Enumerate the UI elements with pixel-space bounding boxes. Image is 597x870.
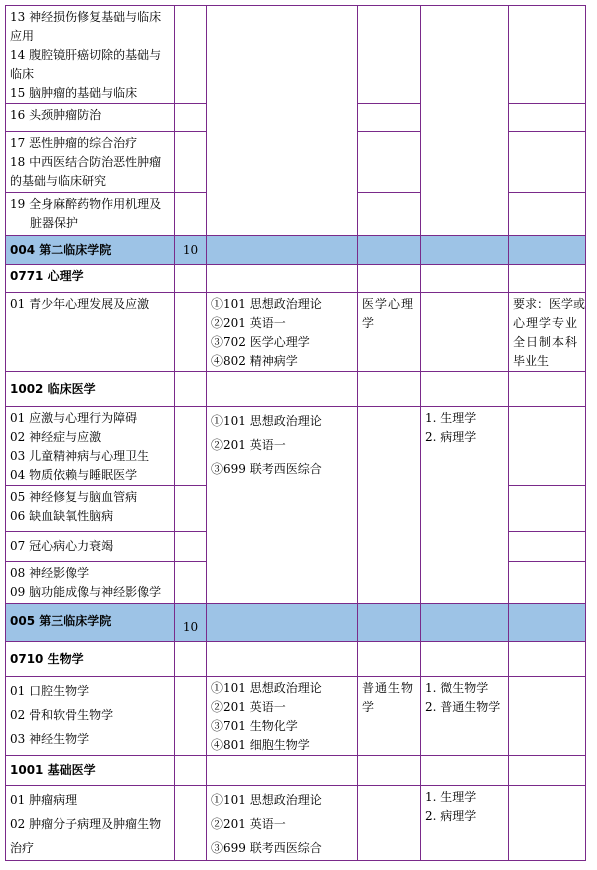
exam-cell [206, 785, 358, 861]
exam-subject: ②201 英语一 [211, 700, 286, 714]
direction-text: 01 肿瘤病理 [10, 793, 78, 807]
college-count: 10 [182, 620, 199, 634]
addl-subject: 1. 微生物学 [425, 681, 489, 695]
exam-subject: ①101 思想政治理论 [211, 297, 322, 311]
retest-cell [357, 192, 421, 236]
enroll-cell [174, 406, 207, 486]
directions-cell [5, 103, 175, 132]
directions-cell [5, 406, 175, 486]
addl-cell [420, 676, 509, 756]
directions-cell [5, 561, 175, 604]
direction-text: 02 骨和软骨生物学 [10, 708, 114, 722]
direction-text: 03 儿童精神病与心理卫生 [10, 449, 150, 463]
college-count-cell [174, 235, 207, 265]
remark-cell [508, 131, 586, 193]
empty-cell [174, 264, 207, 293]
enroll-cell [174, 192, 207, 236]
retest-cell [357, 292, 421, 372]
header-empty-cell [420, 603, 509, 642]
direction-text: 13 神经损伤修复基础与临床 [10, 10, 162, 24]
direction-text: 06 缺血缺氧性脑病 [10, 509, 114, 523]
retest-cell [357, 406, 421, 604]
direction-text: 09 脑功能成像与神经影像学 [10, 585, 162, 599]
retest-text: 普通生物 [362, 681, 415, 695]
remark-cell [508, 561, 586, 604]
remark-cell [508, 485, 586, 532]
enroll-cell [174, 561, 207, 604]
exam-subject: ④801 细胞生物学 [211, 738, 310, 752]
direction-text: 01 青少年心理发展及应激 [10, 297, 150, 311]
major-title: 1002 临床医学 [10, 382, 96, 396]
direction-text: 19 全身麻醉药物作用机理及 [10, 197, 162, 211]
college-title: 005 第三临床学院 [10, 614, 112, 628]
addl-subject: 1. 生理学 [425, 790, 477, 804]
header-empty-cell [508, 603, 586, 642]
addl-subject: 1. 生理学 [425, 411, 477, 425]
directions-cell [5, 676, 175, 756]
major-title-cell [5, 264, 175, 293]
direction-text: 01 应激与心理行为障碍 [10, 411, 138, 425]
major-title: 0771 心理学 [10, 269, 84, 283]
direction-text: 治疗 [10, 841, 35, 855]
exam-subject: ③699 联考西医综合 [211, 841, 322, 855]
exam-subject: ④802 精神病学 [211, 354, 298, 368]
empty-cell [420, 371, 509, 407]
remark-text: 要求：医学或 [513, 297, 586, 311]
remark-cell [508, 676, 586, 756]
direction-text: 03 神经生物学 [10, 732, 90, 746]
remark-text: 心理学专业 [513, 316, 579, 330]
enroll-cell [174, 131, 207, 193]
empty-cell [508, 641, 586, 677]
retest-cell [357, 785, 421, 861]
college-header [5, 603, 175, 642]
header-empty-cell [508, 235, 586, 265]
college-header [5, 235, 175, 265]
enroll-cell [174, 485, 207, 532]
empty-cell [206, 755, 358, 786]
exam-cell [206, 676, 358, 756]
remark-text: 全日制本科 [513, 335, 579, 349]
major-title-cell [5, 641, 175, 677]
direction-text: 脏器保护 [30, 216, 79, 230]
directions-cell [5, 131, 175, 193]
exam-subject: ③699 联考西医综合 [211, 462, 322, 476]
retest-text: 医学心理 [362, 297, 415, 311]
enroll-cell [174, 785, 207, 861]
direction-text: 02 神经症与应激 [10, 430, 102, 444]
empty-cell [357, 264, 421, 293]
direction-text: 应用 [10, 29, 35, 43]
directions-cell [5, 531, 175, 562]
exam-subject: ①101 思想政治理论 [211, 681, 322, 695]
major-title: 1001 基础医学 [10, 763, 96, 777]
remark-cell [508, 192, 586, 236]
empty-cell [206, 641, 358, 677]
addl-cell [420, 292, 509, 372]
college-count-cell [174, 603, 207, 642]
remark-cell [508, 406, 586, 486]
addl-subject: 2. 病理学 [425, 809, 477, 823]
direction-text: 16 头颈肿瘤防治 [10, 108, 102, 122]
empty-cell [508, 755, 586, 786]
header-empty-cell [206, 603, 358, 642]
major-title: 0710 生物学 [10, 652, 84, 666]
empty-cell [357, 371, 421, 407]
empty-cell [206, 264, 358, 293]
direction-text: 01 口腔生物学 [10, 684, 90, 698]
directions-cell [5, 785, 175, 861]
addl-subject: 2. 普通生物学 [425, 700, 501, 714]
exam-cell [206, 406, 358, 604]
directions-cell [5, 485, 175, 532]
remark-cell [508, 531, 586, 562]
empty-cell [420, 641, 509, 677]
retest-cell [357, 131, 421, 193]
remark-cell [508, 5, 586, 104]
directions-cell [5, 292, 175, 372]
directions-cell [5, 192, 175, 236]
addl-cell [420, 785, 509, 861]
empty-cell [420, 755, 509, 786]
direction-text: 05 神经修复与脑血管病 [10, 490, 138, 504]
empty-cell [508, 371, 586, 407]
enroll-cell [174, 676, 207, 756]
exam-subject: ①101 思想政治理论 [211, 414, 322, 428]
retest-cell [357, 103, 421, 132]
header-empty-cell [357, 235, 421, 265]
exam-subject: ②201 英语一 [211, 817, 286, 831]
direction-text: 临床 [10, 67, 35, 81]
exam-cell [206, 5, 358, 236]
header-empty-cell [206, 235, 358, 265]
addl-subject: 2. 病理学 [425, 430, 477, 444]
major-title-cell [5, 371, 175, 407]
college-title: 004 第二临床学院 [10, 243, 112, 257]
remark-cell [508, 785, 586, 861]
empty-cell [174, 641, 207, 677]
enroll-cell [174, 5, 207, 104]
exam-subject: ②201 英语一 [211, 316, 286, 330]
college-count: 10 [182, 243, 199, 257]
direction-text: 02 肿瘤分子病理及肿瘤生物 [10, 817, 162, 831]
addl-cell [420, 406, 509, 604]
exam-subject: ②201 英语一 [211, 438, 286, 452]
addl-cell [420, 5, 509, 236]
empty-cell [357, 755, 421, 786]
remark-cell [508, 292, 586, 372]
enroll-cell [174, 531, 207, 562]
direction-text: 的基础与临床研究 [10, 174, 107, 188]
header-empty-cell [357, 603, 421, 642]
exam-cell [206, 292, 358, 372]
empty-cell [357, 641, 421, 677]
retest-text: 学 [362, 700, 375, 714]
directions-cell [5, 5, 175, 104]
enroll-cell [174, 103, 207, 132]
enroll-cell [174, 292, 207, 372]
major-title-cell [5, 755, 175, 786]
direction-text: 04 物质依赖与睡眠医学 [10, 468, 138, 482]
direction-text: 17 恶性肿瘤的综合治疗 [10, 136, 138, 150]
remark-text: 毕业生 [513, 354, 550, 368]
direction-text: 18 中西医结合防治恶性肿瘤 [10, 155, 162, 169]
empty-cell [174, 755, 207, 786]
remark-cell [508, 103, 586, 132]
direction-text: 08 神经影像学 [10, 566, 90, 580]
direction-text: 15 脑肿瘤的基础与临床 [10, 86, 138, 100]
retest-text: 学 [362, 316, 375, 330]
empty-cell [508, 264, 586, 293]
direction-text: 07 冠心病心力衰竭 [10, 539, 114, 553]
exam-subject: ③701 生物化学 [211, 719, 298, 733]
header-empty-cell [420, 235, 509, 265]
retest-cell [357, 5, 421, 104]
direction-text: 14 腹腔镜肝癌切除的基础与 [10, 48, 162, 62]
empty-cell [174, 371, 207, 407]
empty-cell [420, 264, 509, 293]
retest-cell [357, 676, 421, 756]
exam-subject: ①101 思想政治理论 [211, 793, 322, 807]
empty-cell [206, 371, 358, 407]
exam-subject: ③702 医学心理学 [211, 335, 310, 349]
